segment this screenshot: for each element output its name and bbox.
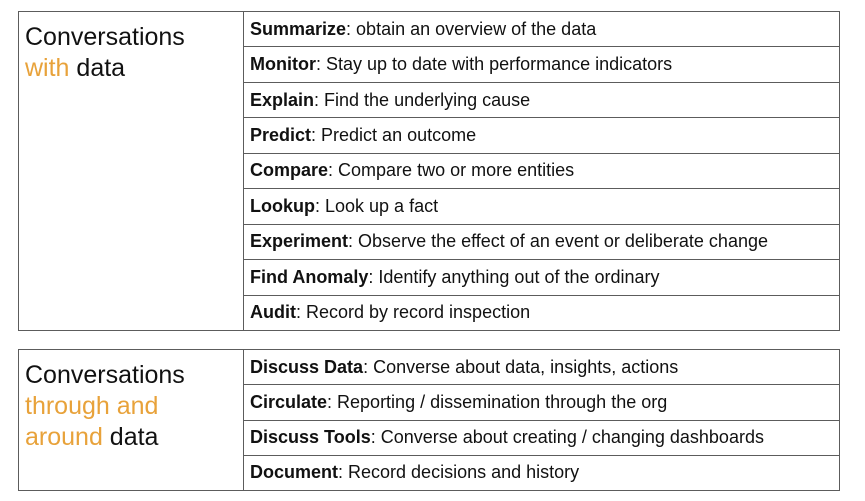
row-desc: : Find the underlying cause: [314, 89, 531, 110]
table-row: [244, 154, 839, 189]
conversations-with-data-table: [18, 11, 840, 331]
table-row: [244, 225, 839, 260]
row-term: Document: [250, 462, 339, 483]
row-term: Monitor: [250, 54, 316, 75]
heading-accent: with: [25, 54, 70, 82]
heading-accent: around: [25, 423, 103, 451]
heading-accent: through and: [25, 392, 159, 420]
row-term: Predict: [250, 125, 312, 146]
heading-line-1: Conversations: [25, 23, 185, 51]
row-desc: : Converse about creating / changing dashboards: [370, 427, 764, 448]
table-row: [244, 385, 839, 420]
row-desc: : Reporting / dissemination through the org: [327, 391, 668, 412]
row-term: Experiment: [250, 231, 349, 252]
row-term: Find Anomaly: [250, 266, 369, 287]
table-heading: [19, 12, 244, 330]
heading-line-3: [25, 422, 243, 453]
row-term: Discuss Data: [250, 356, 364, 377]
row-term: Compare: [250, 160, 329, 181]
table-rows: [244, 350, 839, 490]
table-row: [244, 47, 839, 82]
heading-line-1: Conversations: [25, 361, 185, 389]
row-desc: : Observe the effect of an event or deliberate change: [348, 231, 768, 252]
heading-line-2: [25, 53, 243, 84]
table-row: [244, 189, 839, 224]
row-term: Summarize: [250, 18, 347, 39]
row-term: Explain: [250, 89, 315, 110]
row-desc: : Identify anything out of the ordinary: [368, 266, 660, 287]
heading-rest: data: [102, 423, 159, 451]
row-desc: : Converse about data, insights, actions: [363, 356, 679, 377]
heading-line-2: [25, 391, 243, 422]
table-row: [244, 12, 839, 47]
table-row: [244, 456, 839, 490]
heading-rest: data: [69, 54, 126, 82]
table-row: [244, 296, 839, 330]
row-desc: : Look up a fact: [315, 195, 439, 216]
row-term: Discuss Tools: [250, 427, 371, 448]
row-desc: : Stay up to date with performance indicators: [315, 54, 673, 75]
row-term: Audit: [250, 302, 296, 323]
row-desc: : Record decisions and history: [338, 462, 580, 483]
row-term: Lookup: [250, 195, 315, 216]
row-desc: : obtain an overview of the data: [346, 18, 597, 39]
table-row: [244, 350, 839, 385]
table-row: [244, 118, 839, 153]
row-desc: : Predict an outcome: [311, 125, 477, 146]
row-desc: : Compare two or more entities: [328, 160, 575, 181]
conversations-through-around-data-table: [18, 349, 840, 491]
table-row: [244, 83, 839, 118]
table-rows: [244, 12, 839, 330]
row-desc: : Record by record inspection: [295, 302, 531, 323]
row-term: Circulate: [250, 391, 328, 412]
table-row: [244, 421, 839, 456]
table-row: [244, 260, 839, 295]
table-heading: [19, 350, 244, 490]
